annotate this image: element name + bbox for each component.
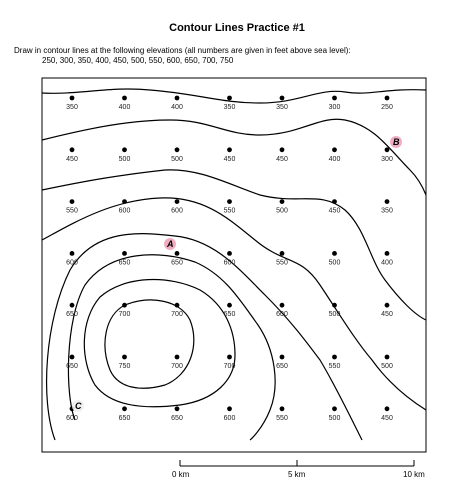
elevation-point xyxy=(280,147,285,152)
page-title: Contour Lines Practice #1 xyxy=(169,22,305,34)
elevation-label: 400 xyxy=(171,104,183,111)
elevation-label: 450 xyxy=(381,311,393,319)
elevation-point xyxy=(227,251,232,256)
marker-c-label: C xyxy=(75,401,82,411)
elevation-point xyxy=(385,147,390,152)
elevation-label: 400 xyxy=(381,259,393,267)
elevation-label: 450 xyxy=(276,155,288,163)
elevation-point xyxy=(280,355,285,360)
elevation-point xyxy=(122,303,127,308)
elevation-point xyxy=(280,96,285,101)
elevation-point xyxy=(280,199,285,204)
elevation-point xyxy=(385,406,390,411)
elevation-label: 500 xyxy=(118,155,131,163)
elevation-label: 600 xyxy=(223,259,236,267)
elevation-point xyxy=(280,406,285,411)
elevation-label: 650 xyxy=(171,414,183,422)
elevation-label: 750 xyxy=(118,363,131,370)
elevation-label: 400 xyxy=(328,155,341,163)
elevations-list: 250, 300, 350, 400, 450, 500, 550, 600, 650, 700, 750 xyxy=(42,56,234,65)
elevation-point xyxy=(70,199,75,204)
elevation-label: 650 xyxy=(66,363,78,370)
elevation-point xyxy=(227,96,232,101)
elevation-label: 650 xyxy=(223,311,236,319)
elevation-label: 500 xyxy=(171,155,183,163)
elevation-label: 500 xyxy=(276,207,288,215)
elevation-label: 650 xyxy=(171,259,183,267)
elevation-label: 350 xyxy=(223,104,236,111)
elevation-point xyxy=(175,199,180,204)
elevation-label: 450 xyxy=(223,155,236,163)
elevation-label: 550 xyxy=(328,363,341,370)
elevation-label: 300 xyxy=(381,155,393,163)
elevation-label: 550 xyxy=(223,207,236,215)
elevation-label: 700 xyxy=(171,311,183,319)
elevation-point xyxy=(385,303,390,308)
elevation-point xyxy=(175,96,180,101)
elevation-point xyxy=(175,303,180,308)
elevation-point xyxy=(175,355,180,360)
elevation-label: 600 xyxy=(276,311,288,319)
elevation-label: 600 xyxy=(66,414,78,422)
elevation-point xyxy=(385,355,390,360)
elevation-point xyxy=(122,147,127,152)
elevation-label: 550 xyxy=(276,259,288,267)
elevation-point xyxy=(122,355,127,360)
elevation-point xyxy=(122,251,127,256)
elevation-label: 600 xyxy=(118,207,131,215)
elevation-label: 650 xyxy=(118,259,131,267)
elevation-label: 350 xyxy=(381,207,393,215)
elevation-label: 600 xyxy=(171,207,183,215)
elevation-label: 650 xyxy=(66,311,78,319)
elevation-point xyxy=(175,147,180,152)
elevation-point xyxy=(122,406,127,411)
elevation-label: 650 xyxy=(118,414,131,422)
elevation-label: 250 xyxy=(381,104,393,111)
elevation-point xyxy=(332,355,337,360)
elevation-label: 550 xyxy=(276,414,288,422)
elevation-point xyxy=(227,406,232,411)
elevation-point xyxy=(70,251,75,256)
elevation-point xyxy=(227,355,232,360)
elevation-label: 500 xyxy=(328,414,341,422)
elevation-point xyxy=(385,251,390,256)
elevation-label: 700 xyxy=(171,363,183,370)
elevation-label: 600 xyxy=(223,414,236,422)
elevation-label: 500 xyxy=(328,259,341,267)
elevation-point xyxy=(227,147,232,152)
elevation-point xyxy=(385,199,390,204)
elevation-label: 400 xyxy=(118,104,131,111)
elevation-point xyxy=(70,303,75,308)
elevation-point xyxy=(70,147,75,152)
elevation-point xyxy=(175,251,180,256)
elevation-label: 700 xyxy=(118,311,131,319)
elevation-point xyxy=(280,303,285,308)
elevation-point xyxy=(332,303,337,308)
scale-label-5: 5 km xyxy=(288,470,306,479)
elevation-point xyxy=(385,96,390,101)
elevation-label: 350 xyxy=(66,104,78,111)
instructions-text: Draw in contour lines at the following elevations (all numbers are given in feet above sea level): xyxy=(14,46,351,55)
elevation-grid xyxy=(66,96,393,422)
elevation-point xyxy=(175,406,180,411)
elevation-label: 450 xyxy=(328,207,341,215)
elevation-label: 500 xyxy=(381,363,393,370)
elevation-label: 650 xyxy=(276,363,288,370)
elevation-point xyxy=(227,303,232,308)
elevation-label: 600 xyxy=(66,259,78,267)
elevation-label: 700 xyxy=(223,363,236,370)
elevation-point xyxy=(332,406,337,411)
elevation-point xyxy=(70,96,75,101)
elevation-point xyxy=(122,96,127,101)
elevation-label: 550 xyxy=(66,207,78,215)
elevation-point xyxy=(332,96,337,101)
scale-label-10: 10 km xyxy=(403,470,425,479)
elevation-point xyxy=(332,199,337,204)
elevation-point xyxy=(332,251,337,256)
elevation-point xyxy=(332,147,337,152)
elevation-label: 450 xyxy=(381,414,393,422)
elevation-label: 350 xyxy=(276,104,288,111)
elevation-label: 450 xyxy=(66,155,78,163)
marker-a-label: A xyxy=(167,239,174,249)
marker-b-label: B xyxy=(393,137,400,147)
elevation-label: 300 xyxy=(328,104,341,111)
elevation-point xyxy=(122,199,127,204)
elevation-label: 500 xyxy=(328,311,341,319)
elevation-point xyxy=(70,355,75,360)
scale-bar xyxy=(180,460,414,466)
elevation-point xyxy=(280,251,285,256)
scale-label-0: 0 km xyxy=(172,470,190,479)
elevation-point xyxy=(227,199,232,204)
